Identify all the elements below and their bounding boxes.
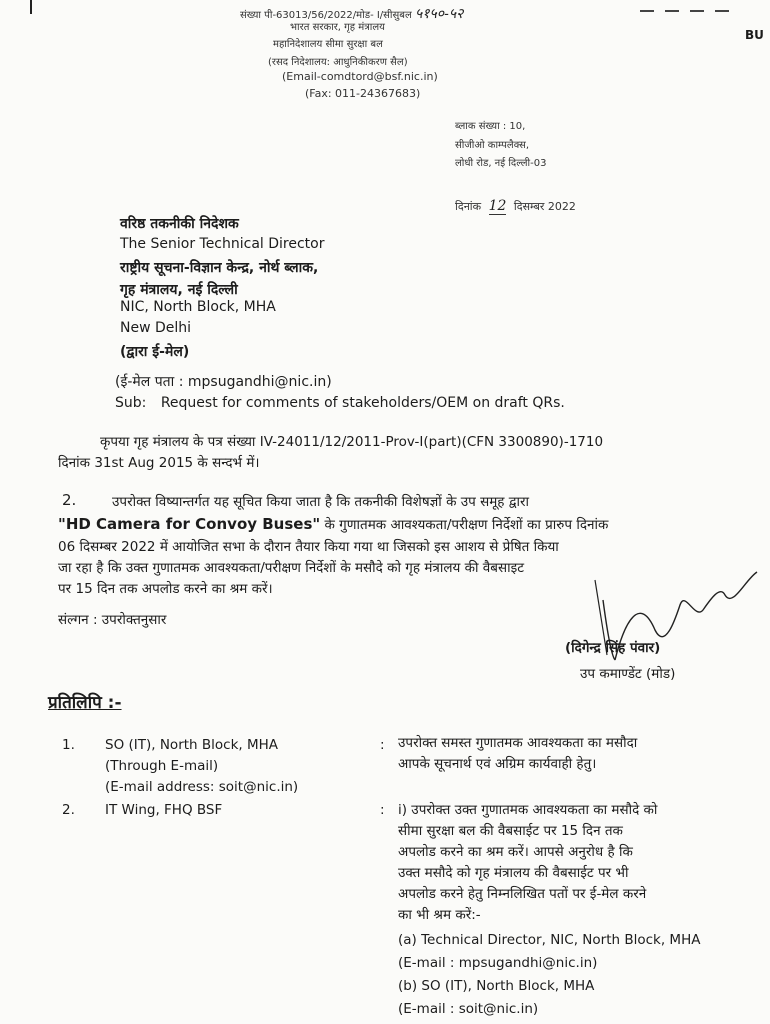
edge-text: BU — [745, 28, 764, 42]
addressee-ministry-hindi: गृह मंत्रालय, नई दिल्ली — [120, 282, 238, 298]
para2-line1: उपरोक्त विष्यान्तर्गत यह सूचित किया जाता है कि तकनीकी विशेषज्ञों के उप समूह द्वारा — [112, 494, 530, 510]
header-dash — [690, 10, 704, 12]
para2-line5: पर 15 दिन तक अपलोड करने का श्रम करें। — [58, 581, 273, 597]
directorate-line: (रसद निदेशालय: आधुनिकीकरण सैल) — [268, 57, 408, 68]
copy-item-right-line: अपलोड करने का श्रम करें। आपसे अनुरोध है कि — [398, 844, 633, 860]
copy-item-right-line: सीमा सुरक्षा बल की वैबसाईट पर 15 दिन तक — [398, 823, 623, 839]
copy-heading: प्रतिलिपि :- — [48, 693, 122, 713]
copy-item-left-line: SO (IT), North Block, MHA — [105, 737, 279, 753]
copy-item-right-line: का भी श्रम करें:- — [398, 907, 481, 923]
addressee-org-english: NIC, North Block, MHA — [120, 299, 276, 315]
signatory-designation: उप कमाण्डेंट (मोड) — [580, 666, 676, 682]
para2-number: 2. — [62, 491, 77, 509]
office-line2: सीजीओ काम्पलैक्स, — [455, 140, 530, 151]
copy-item-right-line: (E-mail : soit@nic.in) — [398, 1001, 539, 1017]
addressee-email: (ई-मेल पता : mpsugandhi@nic.in) — [115, 374, 332, 390]
addressee-city: New Delhi — [120, 320, 192, 336]
header-email: (Email-comdtord@bsf.nic.in) — [282, 70, 438, 83]
dept-line: महानिदेशालय सीमा सुरक्षा बल — [273, 39, 383, 50]
para2-line3: 06 दिसम्बर 2022 में आयोजित सभा के दौरान तैयार किया गया था जिसको इस आशय से प्रेषित किया — [58, 539, 559, 555]
copy-item-number: 2. — [62, 802, 75, 818]
copy-item-right-line: उक्त मसौदे को गृह मंत्रालय की वैबसाईट पर भी — [398, 865, 629, 881]
copy-item-right-line: (a) Technical Director, NIC, North Block, MHA — [398, 932, 701, 948]
copy-item-colon: : — [380, 737, 385, 753]
file-number-handwritten: ५१५०-५२ — [414, 6, 464, 22]
subject-text: Request for comments of stakeholders/OEM on draft QRs. — [160, 395, 565, 411]
copy-item-right-line: अपलोड करने हेतु निम्नलिखित पतों पर ई-मेल करने — [398, 886, 647, 902]
enclosure: संल्गन : उपरोक्तनुसार — [58, 612, 167, 628]
addressee-hindi-title: वरिष्ठ तकनीकी निदेशक — [120, 216, 239, 232]
copy-item-number: 1. — [62, 737, 75, 753]
addressee-english-title: The Senior Technical Director — [120, 236, 325, 252]
file-number: संख्या पी-63013/56/2022/मोड- I/सीसुबल ५१५०-५२ — [240, 6, 464, 22]
copy-item-right-line: i) उपरोक्त उक्त गुणातमक आवश्यकता का मसौदे को — [398, 802, 658, 818]
copy-item-right-line: आपके सूचनार्थ एवं अग्रिम कार्यवाही हेतु। — [398, 756, 597, 772]
header-fax: (Fax: 011-24367683) — [305, 87, 421, 100]
govt-line: भारत सरकार, गृह मंत्रालय — [290, 22, 385, 33]
para1-line1: कृपया गृह मंत्रालय के पत्र संख्या IV-24011/12/2011-Prov-I(part)(CFN 3300890)-1710 — [100, 434, 604, 450]
copy-item-left-line: (E-mail address: soit@nic.in) — [105, 779, 299, 795]
copy-item-right-line: उपरोक्त समस्त गुणातमक आवश्यकता का मसौदा — [398, 735, 638, 751]
subject-label: Sub: — [115, 395, 147, 411]
margin-mark — [30, 0, 32, 14]
addressee-via-email: (द्वारा ई-मेल) — [120, 344, 190, 360]
para2-line2: "HD Camera for Convoy Buses" के गुणातमक आवश्यकता/परीक्षण निर्देशों का प्रारुप दिनांक — [58, 515, 609, 533]
copy-item-left-line: (Through E-mail) — [105, 758, 219, 774]
para1-line2: दिनांक 31st Aug 2015 के सन्दर्भ में। — [58, 455, 260, 471]
copy-item-colon: : — [380, 802, 385, 818]
copy-item-left-line: IT Wing, FHQ BSF — [105, 802, 223, 818]
copy-item-right-line: (b) SO (IT), North Block, MHA — [398, 978, 595, 994]
office-line3: लोधी रोड, नई दिल्ली-03 — [455, 158, 547, 169]
header-dash — [665, 10, 679, 12]
signatory-name: (दिगेन्द्र सिंह पंवार) — [565, 640, 661, 656]
header-dash — [715, 10, 729, 12]
addressee-org-hindi: राष्ट्रीय सूचना-विज्ञान केन्द्र, नोर्थ ब्लाक, — [120, 260, 319, 276]
letter-date: दिनांक 12 दिसम्बर 2022 — [455, 198, 576, 214]
subject-line — [115, 395, 565, 411]
copy-item-right-line: (E-mail : mpsugandhi@nic.in) — [398, 955, 598, 971]
office-line1: ब्लाक संख्या : 10, — [455, 121, 526, 132]
para2-line4: जा रहा है कि उक्त गुणातमक आवश्यकता/परीक्षण निर्देशों के मसौदे को गृह मंत्रालय की वैबसाइट — [58, 560, 525, 576]
header-dash — [640, 10, 654, 12]
